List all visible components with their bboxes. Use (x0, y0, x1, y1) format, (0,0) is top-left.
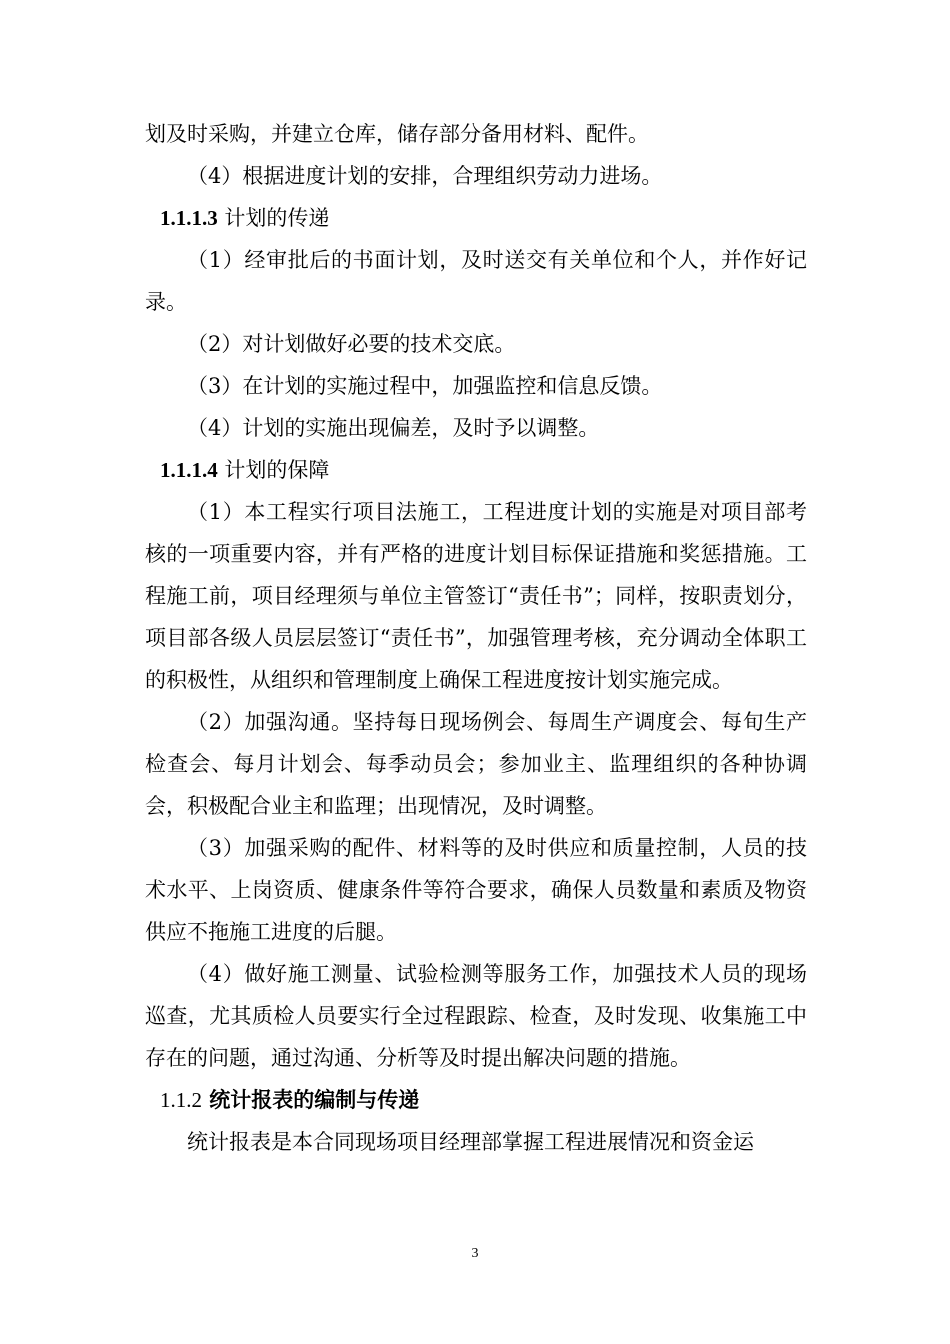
paragraph: （3）在计划的实施过程中，加强监控和信息反馈。 (187, 374, 663, 398)
paragraph: 统计报表是本合同现场项目经理部掌握工程进展情况和资金运 (187, 1130, 754, 1154)
section-title: 计划的保障 (217, 458, 330, 482)
section-title: 计划的传递 (217, 206, 330, 230)
paragraph: （4）做好施工测量、试验检测等服务工作，加强技术人员的现场巡查，尤其质检人员要实行全过程跟踪、检查，及时发现、收集施工中存在的问题，通过沟通、分析等及时提出解决问题的措施。 (145, 962, 807, 1070)
paragraph: （2）加强沟通。坚持每日现场例会、每周生产调度会、每旬生产检查会、每月计划会、每季动员会；参加业主、监理组织的各种协调会，积极配合业主和监理；出现情况，及时调整。 (145, 710, 807, 818)
paragraph: （4）计划的实施出现偏差，及时予以调整。 (187, 416, 600, 440)
paragraph: 划及时采购，并建立仓库，储存部分备用材料、配件。 (145, 122, 649, 146)
paragraph: （2）对计划做好必要的技术交底。 (187, 332, 516, 356)
paragraph: （4）根据进度计划的安排，合理组织劳动力进场。 (187, 164, 663, 188)
section-number: 1.1.2 (160, 1088, 202, 1112)
section-title: 统计报表的编制与传递 (202, 1087, 420, 1112)
paragraph: （1）本工程实行项目法施工，工程进度计划的实施是对项目部考核的一项重要内容，并有严格的进度计划目标保证措施和奖惩措施。工程施工前，项目经理须与单位主管签订“责任书”；同样，按职责划分，项目部各级人员层层签订“责任书”，加强管理考核，充分调动全体职工的积极性，从组织和管理制度上确保工程进度按计划实施完成。 (145, 500, 807, 692)
section-number: 1.1.1.4 (160, 458, 218, 482)
section-number: 1.1.1.3 (160, 206, 218, 230)
section-heading (145, 449, 807, 491)
section-heading (145, 197, 807, 239)
document-body (145, 113, 807, 1163)
page-number: 3 (471, 1246, 479, 1261)
section-heading (145, 1079, 807, 1121)
paragraph: （1）经审批后的书面计划，及时送交有关单位和个人，并作好记录。 (145, 248, 807, 314)
paragraph: （3）加强采购的配件、材料等的及时供应和质量控制，人员的技术水平、上岗资质、健康条件等符合要求，确保人员数量和素质及物资供应不拖施工进度的后腿。 (145, 836, 807, 944)
